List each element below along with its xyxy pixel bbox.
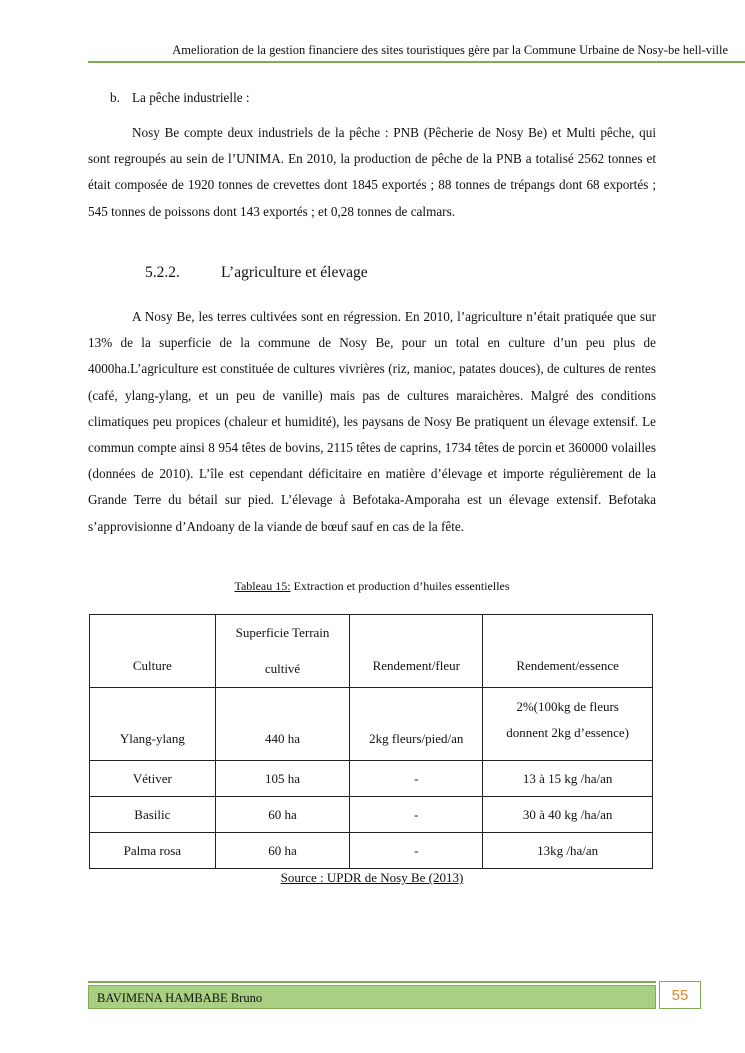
table-source: Source : UPDR de Nosy Be (2013) [280, 870, 464, 885]
running-header: Amelioration de la gestion financiere des sites touristiques gère par la Commune Urbaine de Nosy-be hell-ville [172, 43, 728, 57]
table-row [90, 761, 653, 797]
table-caption [88, 578, 656, 594]
paragraph-agriculture: A Nosy Be, les terres cultivées sont en régression. En 2010, l’agriculture n’était pratiquée que sur 13% de la superficie de la commune de Nosy Be, pour un total en culture d’un peu plus de 4000ha.L’agriculture est constituée de cultures vivrières (riz, manioc, patates douces), de cultures de rentes (café, ylang-ylang, et un peu de vanille) mais pas de cultures maraichères. Malgré des conditions climatiques peu propices (chaleur et humidité), les paysans de Nosy Be pratiquent un élevage extensif. Le commun compte ainsi 8 954 têtes de bovins, 2115 têtes de caprins, 1734 têtes de porcin et 360000 volailles (données de 2010). L’île est cependant déficitaire en matière d’élevage et importe régulièrement de la Grande Terre du bétail sur pied. L’élevage à Befotaka-Amporaha est un élevage extensif. Befotaka s’approvisionne d’Andoany de la viande de bœuf sauf en cas de la fête. [88, 309, 656, 534]
cell-superficie: 440 ha [215, 688, 350, 761]
cell-rendement-fleur: 2kg fleurs/pied/an [350, 688, 483, 761]
cell-rendement-essence-line1: 2%(100kg de fleurs [516, 699, 619, 714]
header-rule [88, 61, 745, 63]
cell-rendement-fleur: - [350, 761, 483, 797]
footer-author-band: BAVIMENA HAMBABE Bruno [88, 985, 656, 1009]
essential-oils-table [89, 614, 653, 869]
cell-rendement-essence-line2: donnent 2kg d’essence) [506, 725, 629, 740]
cell-culture: Vétiver [90, 761, 216, 797]
paragraph-peche: Nosy Be compte deux industriels de la pêche : PNB (Pêcherie de Nosy Be) et Multi pêche, qui sont regroupés au sein de l’UNIMA. En 2010, la production de pêche de la PNB a totalisé 2562 tonnes et était composée de 1920 tonnes de crevettes dont 1845 exportés ; 88 tonnes de trépangs dont 68 exportés ; 545 tonnes de poissons dont 143 exportés ; et 0,28 tonnes de calmars. [88, 125, 656, 219]
section-title: La pêche industrielle : [132, 90, 250, 105]
cell-rendement-fleur: - [350, 797, 483, 833]
section-heading-b [110, 89, 250, 107]
cell-rendement-essence: 13 à 15 kg /ha/an [483, 761, 653, 797]
table-caption-text: Extraction et production d’huiles essentielles [290, 579, 510, 593]
table-header-row [90, 615, 653, 688]
subsection-number: 5.2.2. [145, 264, 180, 281]
table-row [90, 833, 653, 869]
cell-superficie: 60 ha [215, 833, 350, 869]
cell-culture: Basilic [90, 797, 216, 833]
header-superficie-line2: cultivé [264, 661, 301, 676]
header-rendement-fleur: Rendement/fleur [350, 615, 483, 688]
table-caption-prefix: Tableau 15: [234, 579, 291, 593]
table-row [90, 797, 653, 833]
cell-rendement-essence: 30 à 40 kg /ha/an [483, 797, 653, 833]
header-rendement-essence: Rendement/essence [483, 615, 653, 688]
section-marker: b. [110, 90, 120, 105]
subsection-heading [145, 263, 368, 283]
cell-superficie: 105 ha [215, 761, 350, 797]
header-culture: Culture [90, 615, 216, 688]
subsection-title: L’agriculture et élevage [221, 264, 368, 281]
cell-superficie: 60 ha [215, 797, 350, 833]
header-superficie-line1: Superficie Terrain [235, 625, 330, 640]
cell-rendement-essence [483, 688, 653, 761]
header-superficie [215, 615, 350, 688]
cell-culture: Palma rosa [90, 833, 216, 869]
page-number: 55 [659, 981, 701, 1009]
footer-rule [88, 981, 656, 983]
cell-culture: Ylang-ylang [90, 688, 216, 761]
cell-rendement-essence: 13kg /ha/an [483, 833, 653, 869]
table-row [90, 688, 653, 761]
cell-rendement-fleur: - [350, 833, 483, 869]
